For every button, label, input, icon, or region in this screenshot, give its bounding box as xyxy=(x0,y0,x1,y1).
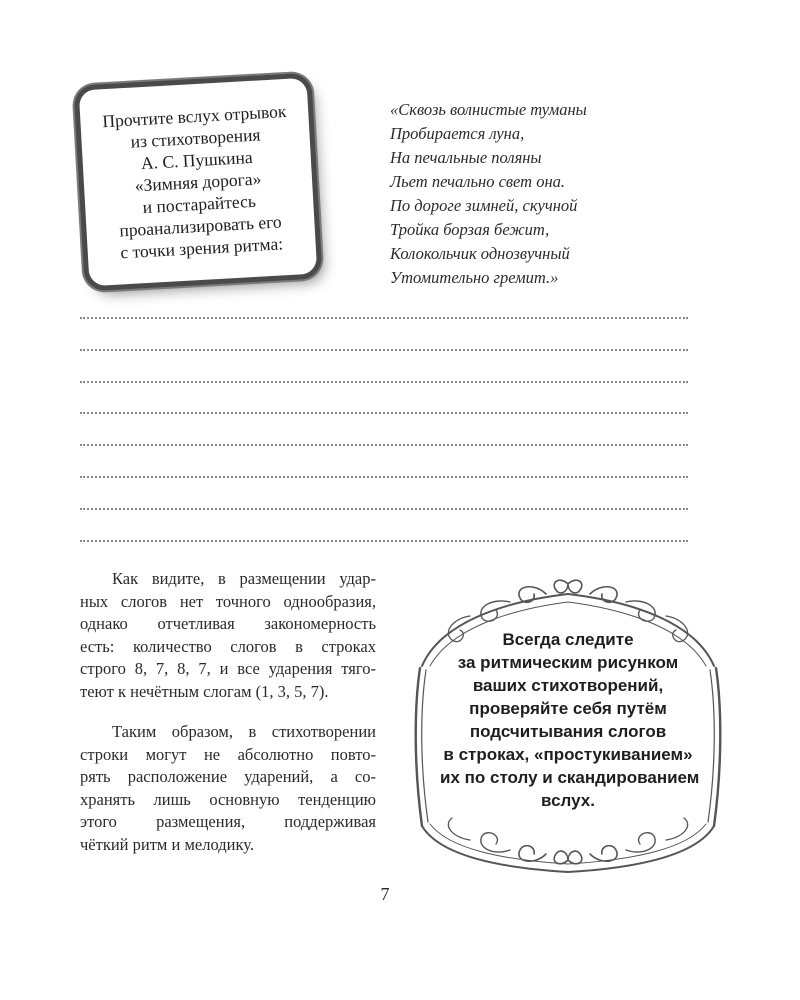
body-text xyxy=(80,568,376,856)
paragraph-1 xyxy=(80,568,376,703)
tip-line-1: Всегда следите xyxy=(502,630,634,649)
poem-excerpt xyxy=(390,98,720,290)
answer-line-4[interactable] xyxy=(80,412,688,414)
answer-line-3[interactable] xyxy=(80,381,688,383)
page-number: 7 xyxy=(380,884,390,904)
paragraph-2-line: Таким образом, в стихотворении xyxy=(112,722,376,741)
tip-line-7: их по столу и скандированием xyxy=(440,768,700,787)
poem-line-1: «Сквозь волнистые туманы xyxy=(390,100,587,119)
answer-line-8[interactable] xyxy=(80,540,688,542)
answer-line-2[interactable] xyxy=(80,349,688,351)
tip-line-2: за ритмическим рисунком xyxy=(457,653,679,672)
instruction-line-5: и постарайтесь xyxy=(142,190,257,218)
paragraph-1-line: Как видите, в размещении удар- xyxy=(112,569,376,588)
paragraph-2-line: этого размещения, поддерживая xyxy=(80,812,376,831)
paragraph-1-line: строго 8, 7, 8, 7, и все ударения тяго- xyxy=(80,659,376,678)
answer-line-7[interactable] xyxy=(80,508,688,510)
paragraph-1-line: однако отчетливая закономерность xyxy=(80,614,376,633)
paragraph-2-line: строки могут не абсолютно повто- xyxy=(80,744,376,764)
poem-line-7: Колокольчик однозвучный xyxy=(390,244,570,263)
paragraph-2-line: хранять лишь основную тенденцию xyxy=(80,789,376,809)
paragraph-2-line: рять расположение ударений, а со- xyxy=(80,767,376,786)
tip-line-6: в строках, «простукиванием» xyxy=(443,745,693,764)
instruction-line-6: проанализировать его xyxy=(118,211,283,241)
instruction-line-3: А. С. Пушкина xyxy=(140,146,254,174)
poem-line-3: На печальные поляны xyxy=(390,148,542,167)
poem-line-2: Пробирается луна, xyxy=(390,124,525,143)
paragraph-1-line: ных слогов нет точного однообразия, xyxy=(80,591,376,611)
instruction-line-1: Прочтите вслух отрывок xyxy=(101,100,287,132)
paragraph-2 xyxy=(80,721,376,856)
instruction-card xyxy=(79,78,318,286)
poem-line-8: Утомительно гремит.» xyxy=(390,268,559,287)
paragraph-1-line: есть: количество слогов в строках xyxy=(80,636,376,656)
answer-line-6[interactable] xyxy=(80,476,688,478)
tip-line-4: проверяйте себя путём xyxy=(469,699,667,718)
tip-line-5: подсчитывания слогов xyxy=(469,722,667,741)
instruction-line-4: «Зимняя дорога» xyxy=(134,168,262,196)
poem-line-4: Льет печально свет она. xyxy=(390,172,566,191)
tip-line-3: ваших стихотворений, xyxy=(472,676,664,695)
poem-line-5: По дороге зимней, скучной xyxy=(390,196,578,215)
answer-line-5[interactable] xyxy=(80,444,688,446)
tip-text xyxy=(440,628,700,812)
tip-line-8: вслух. xyxy=(541,791,595,810)
paragraph-2-line: чёткий ритм и мелодику. xyxy=(80,834,254,854)
instruction-line-2: из стихотворения xyxy=(130,124,261,152)
paragraph-1-line: теют к нечётным слогам (1, 3, 5, 7). xyxy=(80,681,329,701)
instruction-line-7: с точки зрения ритма: xyxy=(119,233,284,263)
poem-line-6: Тройка борзая бежит, xyxy=(390,220,550,239)
answer-line-1[interactable] xyxy=(80,317,688,319)
tip-frame xyxy=(410,568,726,878)
